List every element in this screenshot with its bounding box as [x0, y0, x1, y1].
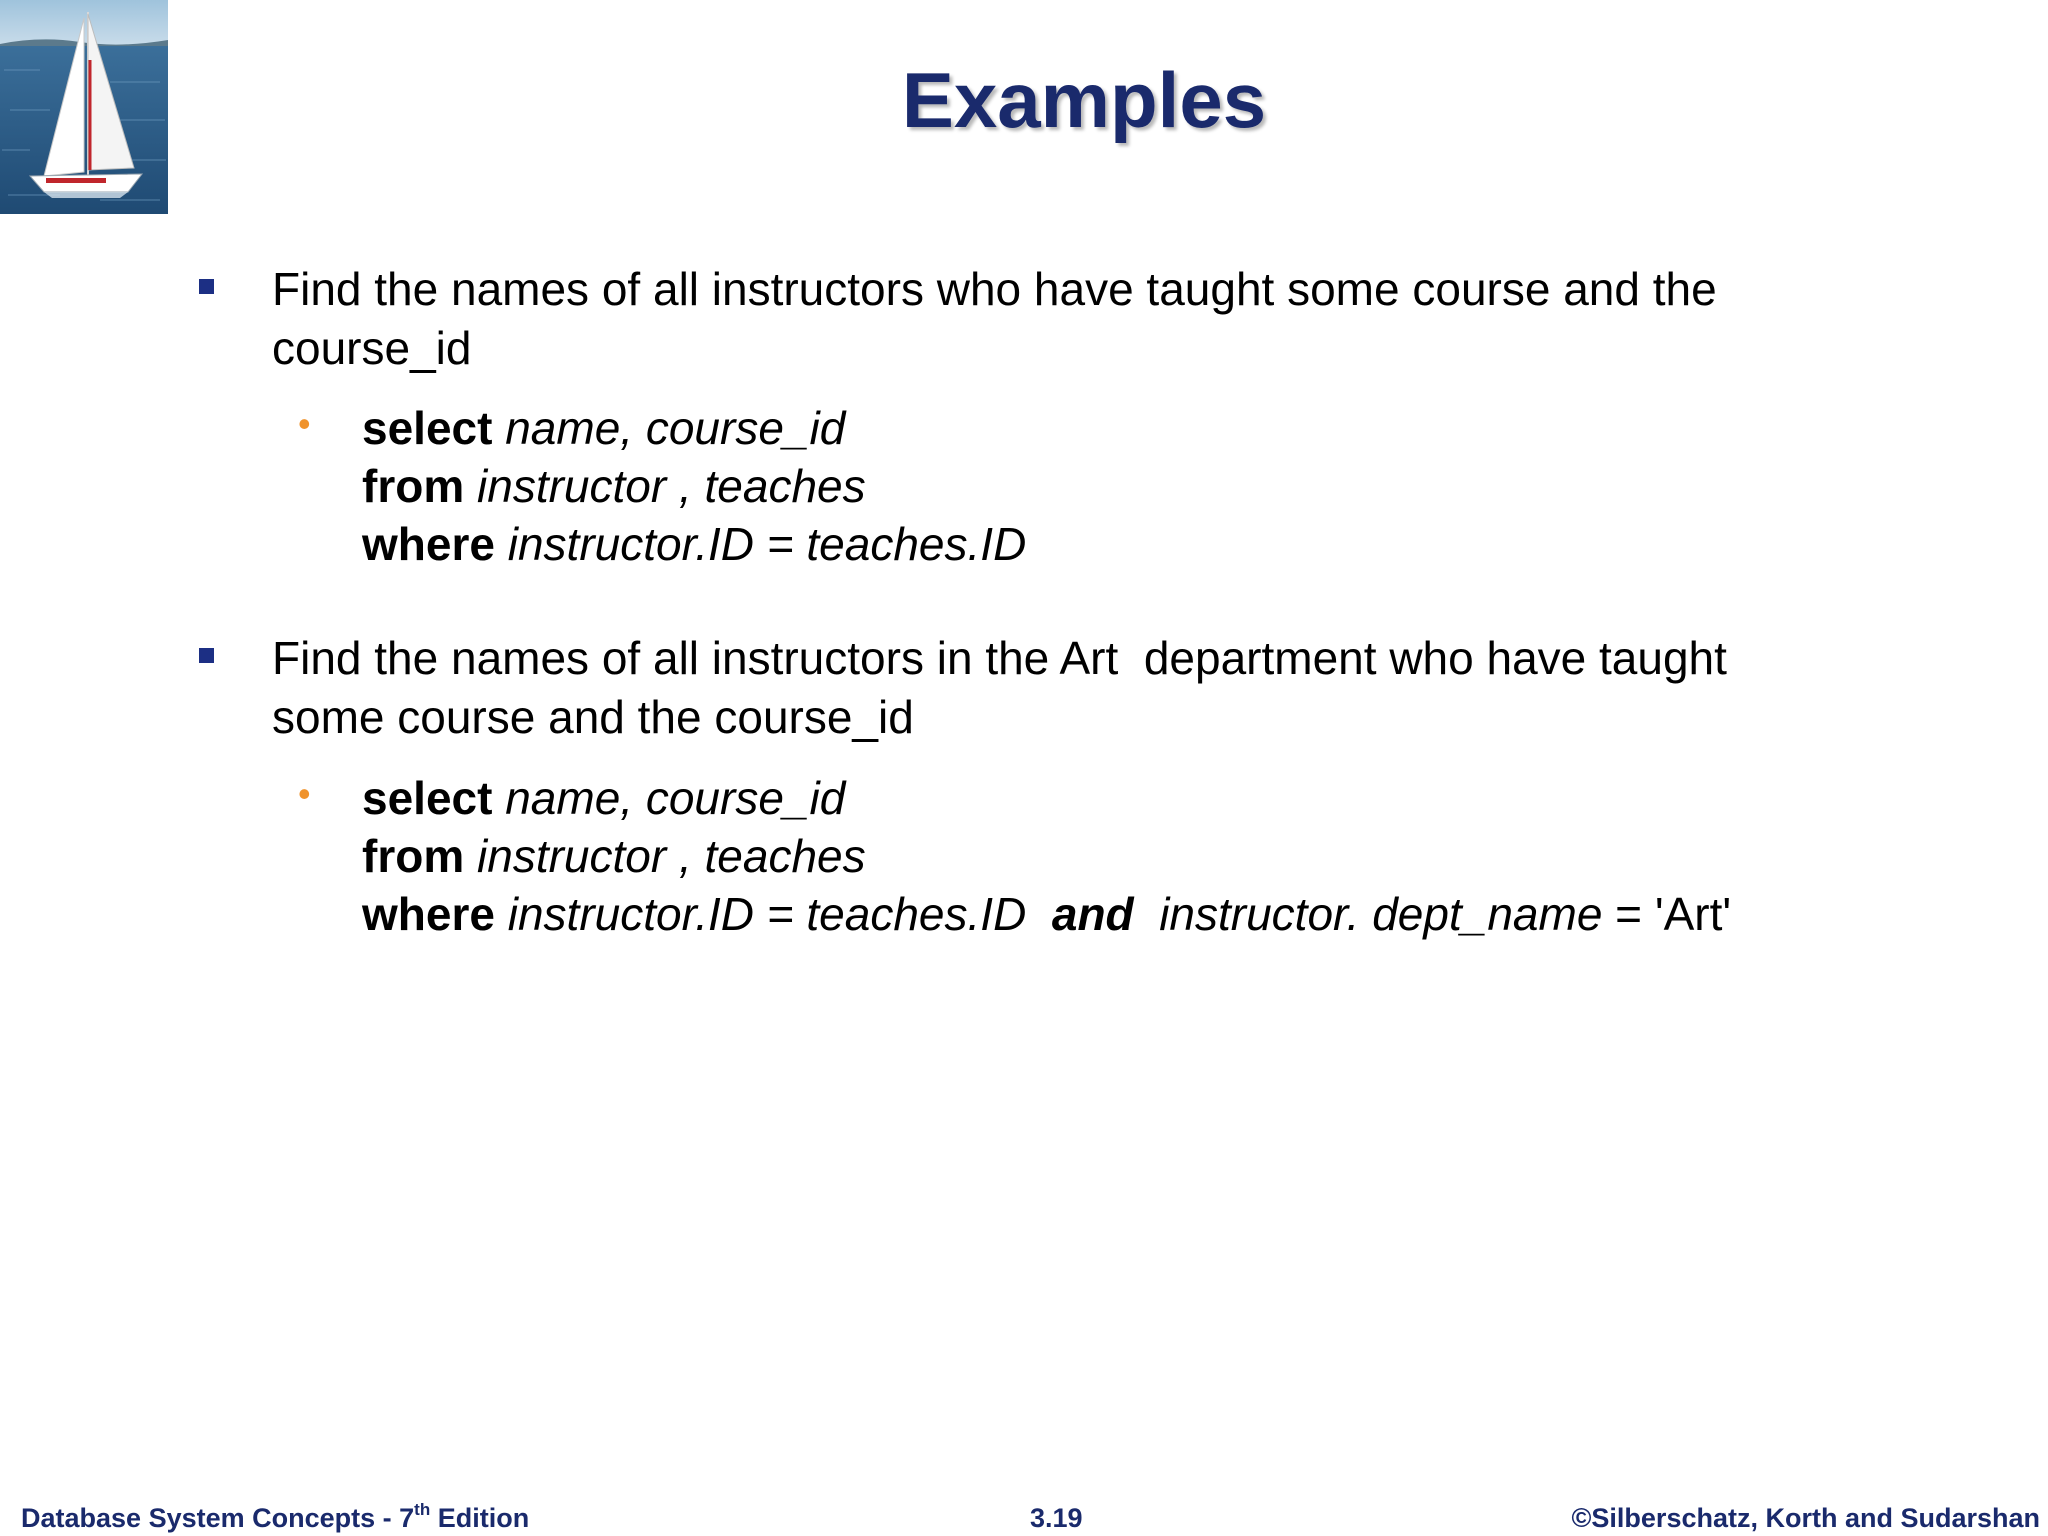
select-keyword: select	[362, 402, 493, 454]
query-2-select-line	[362, 769, 1922, 827]
where-value: = 'Art'	[1602, 888, 1732, 940]
query-2-from-line	[362, 827, 1922, 885]
where-condition-1: instructor.ID = teaches.ID	[494, 888, 1052, 940]
page-title: Examples	[901, 56, 1267, 144]
example-1-question	[272, 260, 1832, 378]
from-keyword: from	[362, 830, 465, 882]
from-keyword: from	[362, 460, 465, 512]
footer-copyright: ©Silberschatz, Korth and Sudarshan	[1571, 1503, 2040, 1533]
example-2-question-line-2: some course and the course_id	[272, 691, 914, 743]
where-condition: instructor.ID = teaches.ID	[494, 518, 1027, 570]
where-keyword: where	[362, 888, 495, 940]
example-2-question-line-1: Find the names of all instructors in the Art department who have taught	[272, 632, 1727, 684]
query-1-from-line	[362, 457, 1922, 515]
footer-book-title-text: Database System Concepts - 7	[21, 1503, 415, 1533]
example-1-question-line-2: course_id	[272, 322, 472, 374]
square-bullet-icon	[199, 648, 214, 663]
example-2-question	[272, 629, 1832, 747]
from-tables: instructor , teaches	[464, 460, 866, 512]
footer-edition-superscript: th	[414, 1500, 431, 1519]
select-columns: name, course_id	[492, 402, 846, 454]
square-bullet-icon	[199, 279, 214, 294]
select-keyword: select	[362, 772, 493, 824]
select-columns: name, course_id	[492, 772, 846, 824]
where-condition-2: instructor. dept_name	[1133, 888, 1603, 940]
footer-book-title	[21, 1498, 529, 1536]
query-2-where-line	[362, 885, 1922, 943]
dot-bullet-icon: •	[298, 773, 311, 814]
example-2-query	[362, 769, 1922, 943]
footer-book-title-suffix: Edition	[430, 1503, 530, 1533]
footer-page-number: 3.19	[1030, 1503, 1083, 1533]
where-keyword: where	[362, 518, 495, 570]
query-1-select-line	[362, 399, 1922, 457]
from-tables: instructor , teaches	[464, 830, 866, 882]
query-1-where-line	[362, 515, 1922, 573]
example-1-question-line-1: Find the names of all instructors who have taught some course and the	[272, 263, 1717, 315]
example-1-query	[362, 399, 1922, 573]
and-keyword: and	[1051, 888, 1134, 940]
dot-bullet-icon: •	[298, 403, 311, 444]
